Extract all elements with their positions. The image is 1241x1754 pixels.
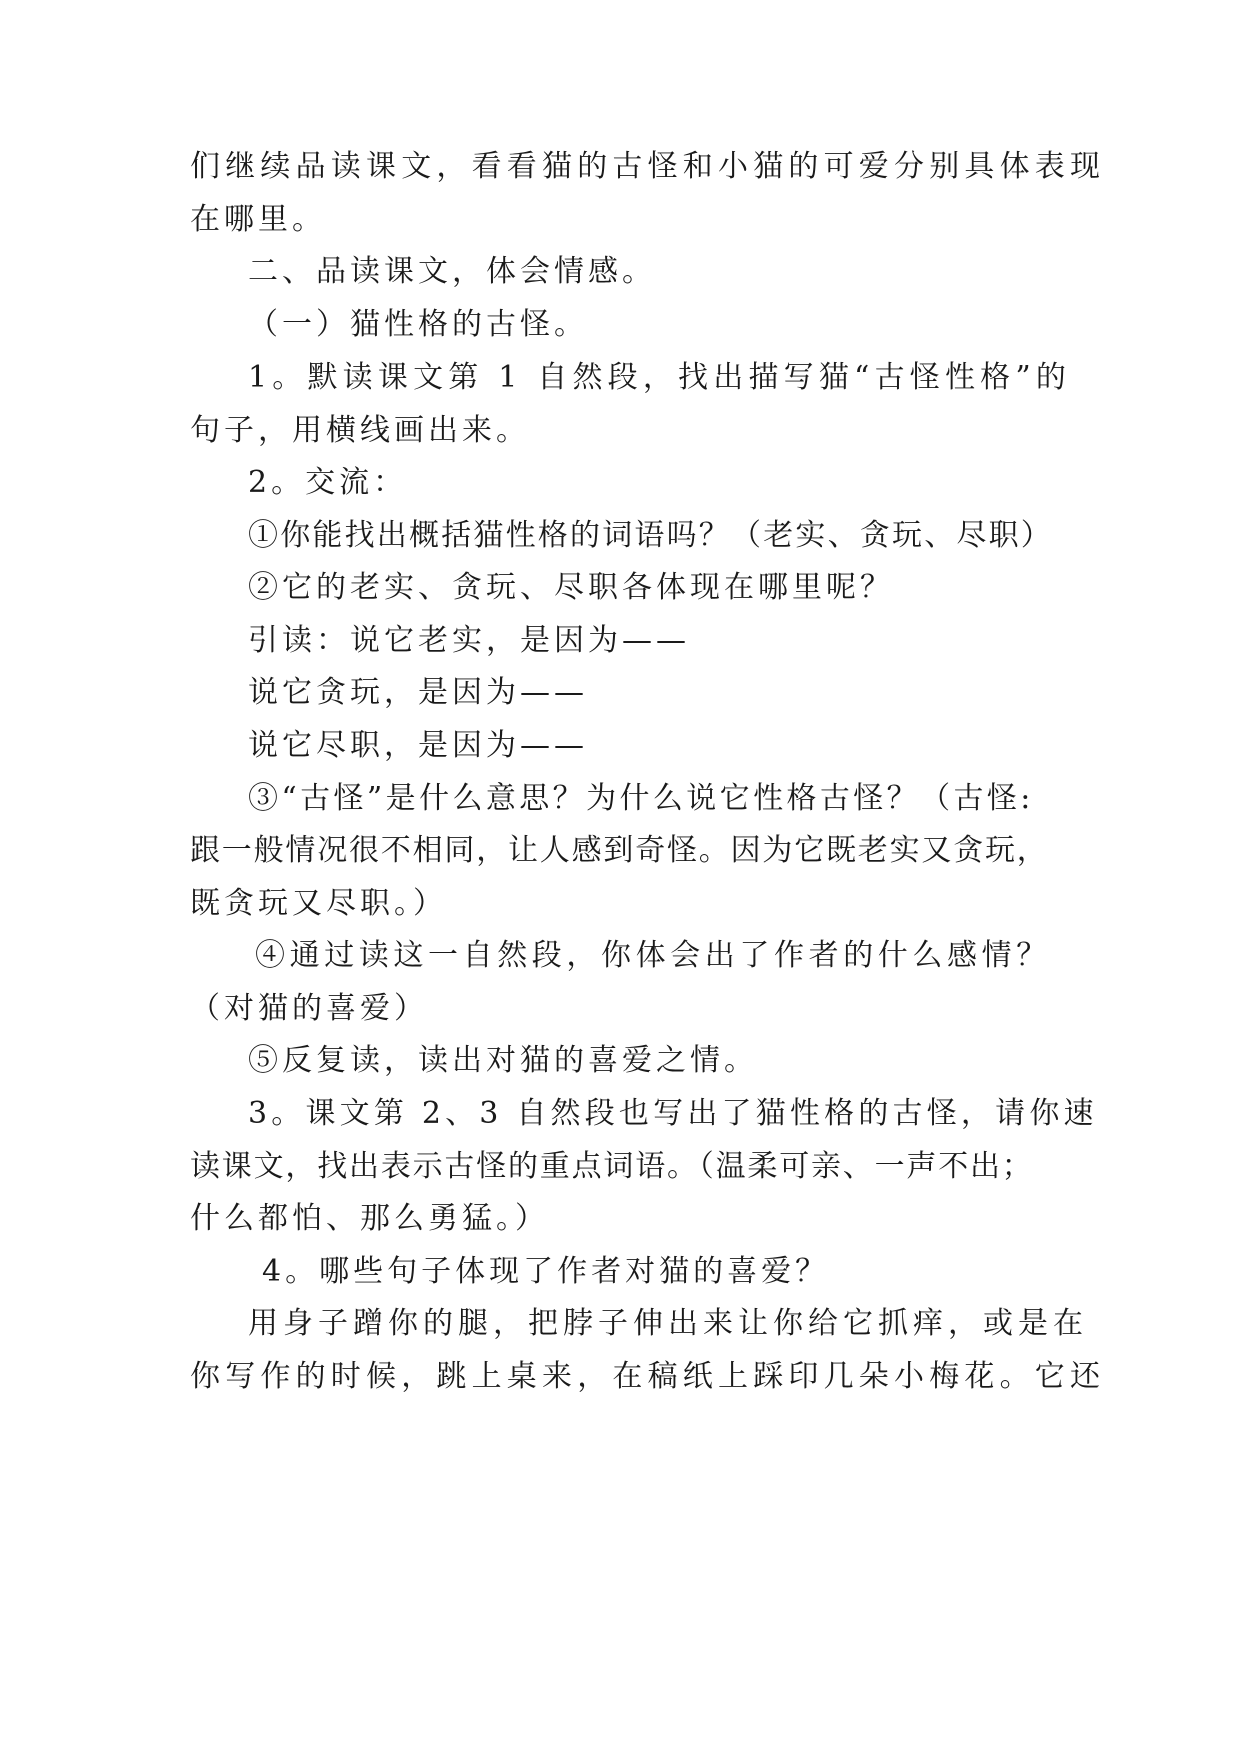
text-line: 1。默读课文第 1 自然段，找出描写猫“古怪性格”的 <box>248 360 1072 395</box>
text-line: 说它尽职，是因为—— <box>248 728 588 763</box>
text-line: 用身子蹭你的腿，把脖子伸出来让你给它抓痒，或是在 <box>248 1306 1088 1341</box>
text-line: 们继续品读课文，看看猫的古怪和小猫的可爱分别具体表现 <box>190 149 1106 184</box>
section-heading: 二、品读课文，体会情感。 <box>248 254 656 289</box>
text-line: 句子，用横线画出来。 <box>190 413 530 448</box>
text-line: 什么都怕、那么勇猛。） <box>190 1201 549 1236</box>
text-line: （对猫的喜爱） <box>190 991 428 1026</box>
text-line: 读课文，找出表示古怪的重点词语。（温柔可亲、一声不出； <box>190 1149 1034 1184</box>
text-line: ③“古怪”是什么意思？为什么说它性格古怪？（古怪: <box>248 781 1034 816</box>
subsection-heading: （一）猫性格的古怪。 <box>248 307 588 342</box>
text-line: 跟一般情况很不相同，让人感到奇怪。因为它既老实又贪玩， <box>190 833 1049 868</box>
text-line: 引读：说它老实，是因为—— <box>248 623 690 658</box>
text-line: 在哪里。 <box>190 202 326 237</box>
text-line: 既贪玩又尽职。） <box>190 886 447 921</box>
text-line: ①你能找出概括猫性格的词语吗？（老实、贪玩、尽职） <box>248 518 1053 553</box>
text-line: 3。课文第 2、3 自然段也写出了猫性格的古怪，请你速 <box>248 1096 1098 1131</box>
text-line: 你写作的时候，跳上桌来，在稿纸上踩印几朵小梅花。它还 <box>190 1359 1106 1394</box>
text-line: ②它的老实、贪玩、尽职各体现在哪里呢？ <box>248 570 894 605</box>
text-line: ⑤反复读，读出对猫的喜爱之情。 <box>248 1043 758 1078</box>
text-line: ④通过读这一自然段，你体会出了作者的什么感情？ <box>255 938 1051 973</box>
text-line: 4。哪些句子体现了作者对猫的喜爱？ <box>262 1254 830 1289</box>
text-line: 2。交流： <box>248 465 408 500</box>
text-line: 说它贪玩，是因为—— <box>248 675 588 710</box>
